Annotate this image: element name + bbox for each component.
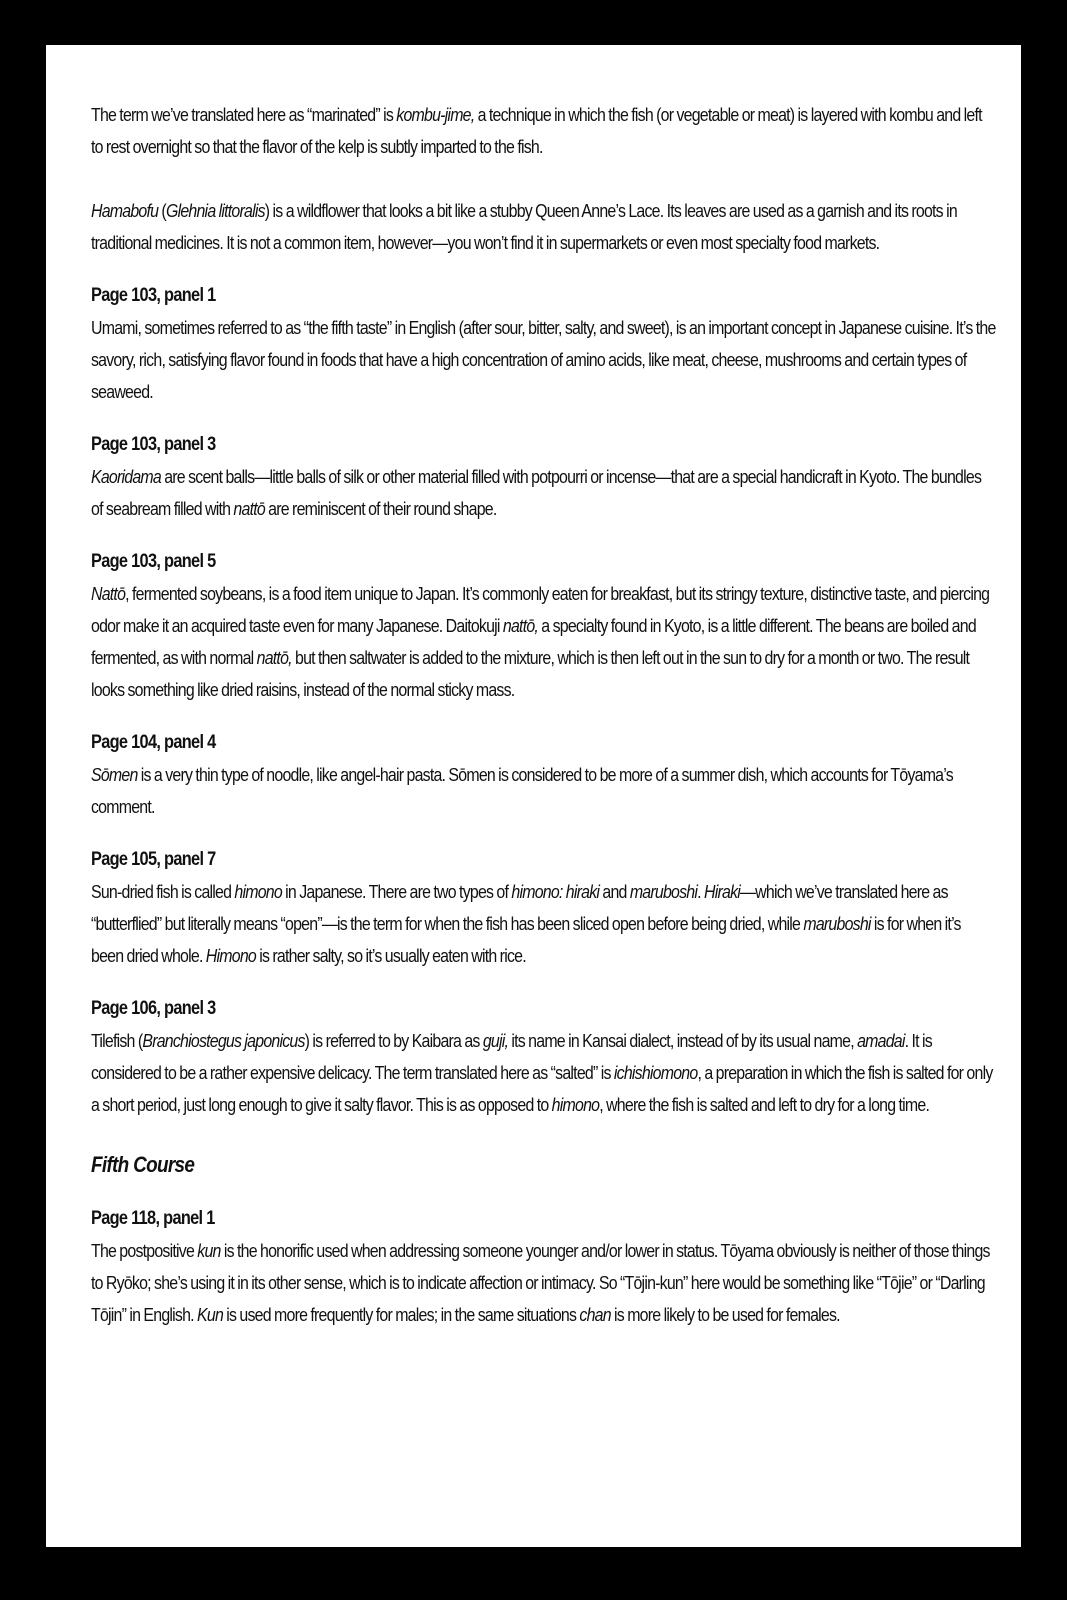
page-content bbox=[91, 99, 996, 1331]
note-body: The postpositive kun is the honorific used when addressing someone younger and/or lower in status. Tōyama obviously is neither of those things to Ryōko; she’s using it in its other sense, which is to indicate affection or intimacy. So “Tōjin-kun” here would be something like “Tōjie” or “Darling Tōjin” in English. Kun is used more frequently for males; in the same situations chan is more likely to be used for females. bbox=[91, 1240, 990, 1325]
intro-paragraph-hamabofu: Hamabofu (Glehnia littoralis) is a wildflower that looks a bit like a stubby Queen Anne’s Lace. Its leaves are used as a garnish and its roots in traditional medicines. It is not a common item, however—you won’t find it in supermarkets or even most specialty food markets. bbox=[91, 200, 957, 253]
note-heading: Page 104, panel 4 bbox=[91, 732, 216, 753]
book-page bbox=[46, 45, 1021, 1547]
intro-paragraph-kombu-jime: The term we’ve translated here as “marinated” is kombu-jime, a technique in which the fish (or vegetable or meat) is layered with kombu and left to rest overnight so that the flavor of the kelp is subtly imparted to the fish. bbox=[91, 104, 982, 157]
note-body: Sun-dried fish is called himono in Japanese. There are two types of himono: hiraki and maruboshi. Hiraki—which we’ve translated here as “butterflied” but literally means “open”—is the term for when the fish has been sliced open before being dried, while maruboshi is for when it’s been dried whole. Himono is rather salty, so it’s usually eaten with rice. bbox=[91, 881, 961, 966]
note-heading: Page 118, panel 1 bbox=[91, 1208, 215, 1229]
note-heading: Page 106, panel 3 bbox=[91, 998, 216, 1019]
note-body: Tilefish (Branchiostegus japonicus) is referred to by Kaibara as guji, its name in Kansai dialect, instead of by its usual name, amadai. It is considered to be a rather expensive delicacy. The term translated here as “salted” is ichishiomono, a preparation in which the fish is salted for only a short period, just long enough to give it salty flavor. This is as opposed to himono, where the fish is salted and left to dry for a long time. bbox=[91, 1030, 993, 1115]
section-title: Fifth Course bbox=[91, 1152, 195, 1177]
note-body: Sōmen is a very thin type of noodle, like angel-hair pasta. Sōmen is considered to be more of a summer dish, which accounts for Tōyama’s comment. bbox=[91, 764, 953, 817]
note-heading: Page 103, panel 1 bbox=[91, 285, 216, 306]
note-heading: Page 103, panel 5 bbox=[91, 551, 216, 572]
note-heading: Page 105, panel 7 bbox=[91, 849, 216, 870]
note-heading: Page 103, panel 3 bbox=[91, 434, 216, 455]
note-body: Umami, sometimes referred to as “the fifth taste” in English (after sour, bitter, salty, and sweet), is an important concept in Japanese cuisine. It’s the savory, rich, satisfying flavor found in foods that have a high concentration of amino acids, like meat, cheese, mushrooms and certain types of seaweed. bbox=[91, 317, 996, 402]
note-body: Kaoridama are scent balls—little balls of silk or other material filled with potpourri or incense—that are a special handicraft in Kyoto. The bundles of seabream filled with nattō are reminiscent of their round shape. bbox=[91, 466, 982, 519]
note-body: Nattō, fermented soybeans, is a food item unique to Japan. It’s commonly eaten for breakfast, but its stringy texture, distinctive taste, and piercing odor make it an acquired taste even for many Japanese. Daitokuji nattō, a specialty found in Kyoto, is a little different. The beans are boiled and fermented, as with normal nattō, but then saltwater is added to the mixture, which is then left out in the sun to dry for a month or two. The result looks something like dried raisins, instead of the normal sticky mass. bbox=[91, 583, 990, 700]
